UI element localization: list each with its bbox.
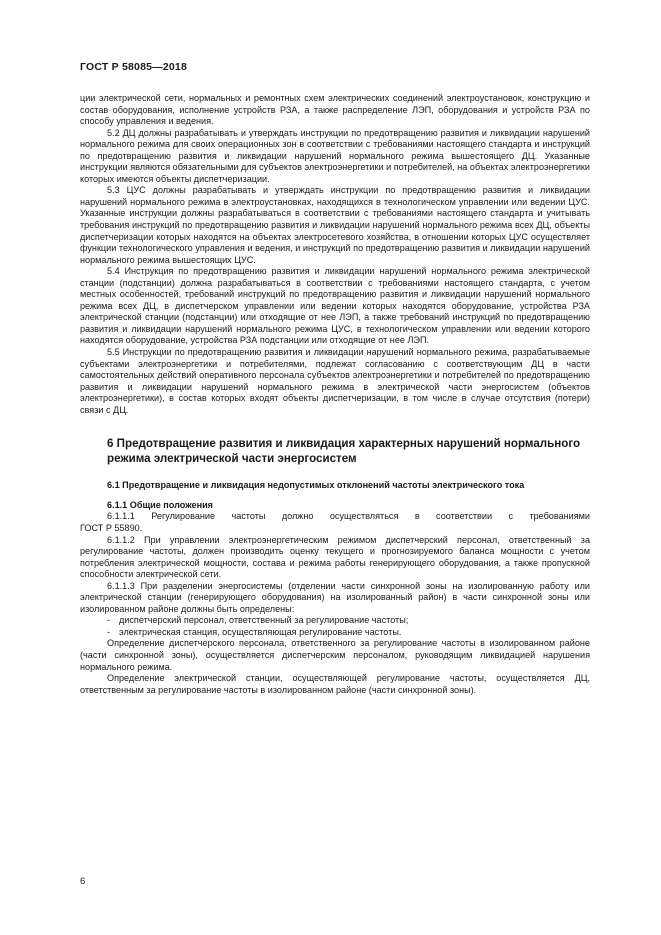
section-6-heading: 6 Предотвращение развития и ликвидация характерных нарушений нормального режима электрической части энергосистем xyxy=(107,437,581,465)
paragraph-5-4: 5.4 Инструкция по предотвращению развития и ликвидации нарушений нормального режима электрической станции (подстанции) должна разрабатываться в соответствии с требованиями настоящего стандарта, с учетом местных особенностей, требований инструкций по предотвращению развития и ликвидации нарушений нормального режима всех ДЦ, в диспетчерском управлении или ведении которых находятся оборудование, устройства РЗА электрической станции (подстанции) или отходящие от нее ЛЭП, а также требований инструкций по предотвращению развития и ликвидации нарушений нормального режима ЦУС, в технологическом управлении или ведении которого находятся оборудование, устройства РЗА подстанции или отходящие от нее ЛЭП. xyxy=(80,266,590,346)
document-id-header: ГОСТ Р 58085—2018 xyxy=(80,61,188,73)
paragraph-5-2: 5.2 ДЦ должны разрабатывать и утверждать инструкции по предотвращению развития и ликвидации нарушений нормального режима для своих операционных зон в соответствии с требованиями настоящего стандарта и инструкций по предотвращению развития и ликвидации нарушений нормального режима вышестоящего ДЦ. Указанные инструкции являются обязательными для субъектов электроэнергетики и потребителей, на объектах электроэнергетики которых имеются объекты диспетчеризации. xyxy=(80,127,590,184)
paragraph-6-1-1-1-line2: ГОСТ Р 55890. xyxy=(80,522,143,533)
paragraph-continuation: ции электрической сети, нормальных и ремонтных схем электрических соединений электроустановок, конструкцию и состав оборудования, исполнение устройств РЗА, а также распределение ЛЭП, оборудования и устройств РЗА по способу управления и ведения. xyxy=(80,93,590,127)
document-body xyxy=(80,93,590,696)
paragraph-5-3: 5.3 ЦУС должны разрабатывать и утверждать инструкции по предотвращению развития и ликвидации нарушений нормального режима в электроустановках, находящихся в технологическом управлении или ведении ЦУС. Указанные инструкции должны разрабатываться в соответствии с требованиями настоящего стандарта и учитывать требования инструкций по предотвращению развития и ликвидации нарушений нормального режима всех ДЦ, объекты диспетчеризации которых находятся на объектах электросетевого хозяйства, в отношении которых ЦУС осуществляет функции технологического управления и ведения, и инструкций по предотвращению развития и ликвидации нарушений нормального режима вышестоящих ЦУС. xyxy=(80,185,590,265)
paragraph-6-1-1-3: 6.1.1.3 При разделении энергосистемы (отделении части синхронной зоны на изолированную работу или электрической станции (генерирующего оборудования) на изолированный район) в части синхронной зоны или изолированном районе должны быть определены: xyxy=(80,580,590,614)
section-6-1-heading: 6.1 Предотвращение и ликвидация недопустимых отклонений частоты электрического тока xyxy=(107,480,525,491)
paragraph-6-1-1-1-line1: 6.1.1.1 Регулирование частоты должно осуществляться в соответствии с требованиями xyxy=(107,511,590,522)
list-dash: - xyxy=(107,626,111,637)
paragraph-definition-2: Определение электрической станции, осуществляющей регулирование частоты, осуществляется ДЦ, ответственным за регулирование частоты в изолированном районе (части синхронной зоны). xyxy=(80,673,590,695)
paragraph-5-5: 5.5 Инструкции по предотвращению развития и ликвидации нарушений нормального режима, разрабатываемые субъектами электроэнергетики и потребителями, подлежат согласованию с соответствующим ДЦ в части самостоятельных действий оперативного персонала субъектов электроэнергетики и потребителей по предотвращению развития и ликвидации нарушений нормального режима в электрической части энергосистем (объектов электроэнергетики), в состав которых входят объекты диспетчеризации, в том числе в случае отсутствия (потери) связи с ДЦ. xyxy=(80,347,590,415)
page-number: 6 xyxy=(80,876,86,887)
list-item-text: диспетчерский персонал, ответственный за регулирование частоты; xyxy=(119,615,409,626)
list-item xyxy=(80,615,590,627)
list-item-text: электрическая станция, осуществляющая регулирование частоты. xyxy=(119,626,402,637)
paragraph-6-1-1-2: 6.1.1.2 При управлении электроэнергетическим режимом диспетчерский персонал, ответственный за регулирование частоты, должен производить оценку текущего и прогнозируемого баланса мощности с учетом потребления электрической мощности, состава и режима работы генерирующего оборудования, а также пропускной способности электрической сети. xyxy=(80,534,590,580)
list-item xyxy=(80,627,590,639)
paragraph-definition-1: Определение диспетчерского персонала, ответственного за регулирование частоты в изолированном районе (части синхронной зоны), осуществляется диспетчерским персоналом, руководящим ликвидацией нарушения нормального режима. xyxy=(80,638,590,672)
section-6-1-1-heading: 6.1.1 Общие положения xyxy=(107,499,213,510)
list-dash: - xyxy=(107,615,111,626)
